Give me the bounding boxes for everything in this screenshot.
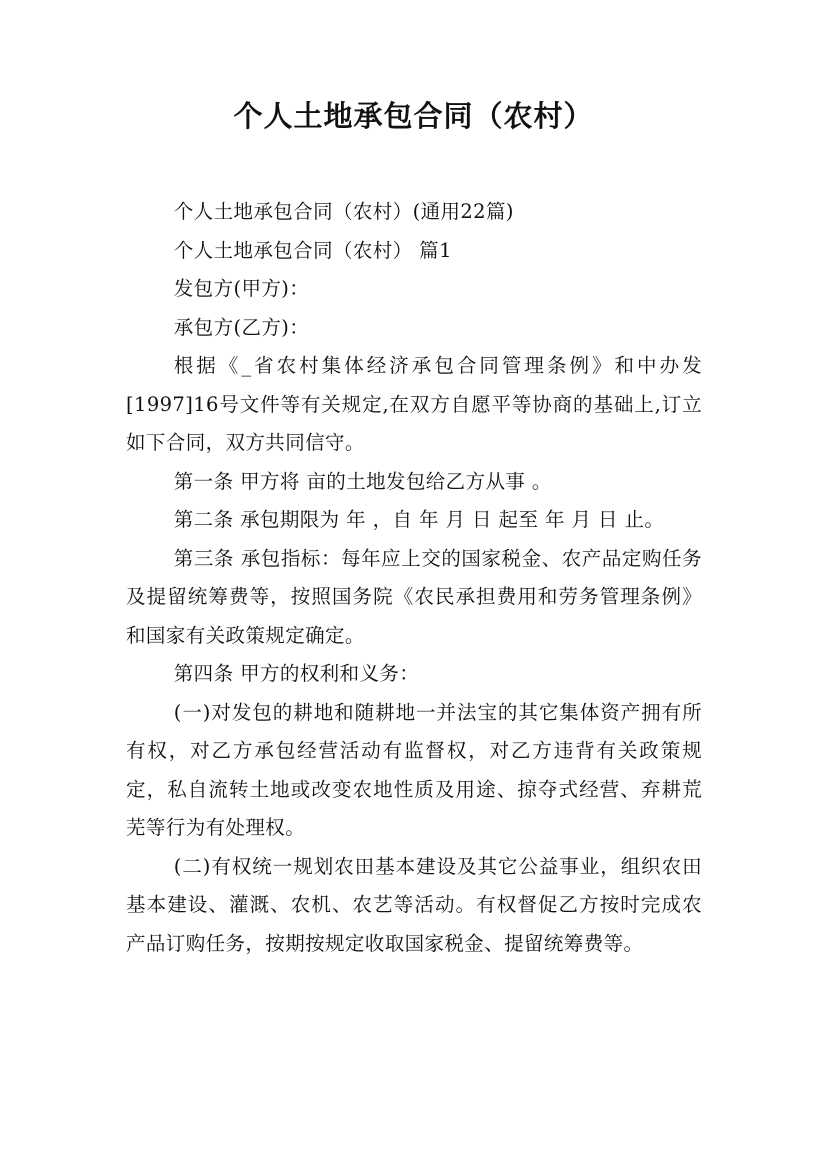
document-title: 个人土地承包合同（农村） (233, 99, 594, 133)
document-body (126, 193, 702, 963)
paragraph-article-4: 第四条 甲方的权利和义务： (173, 662, 420, 685)
paragraph-party-a: 发包方(甲方)： (173, 277, 310, 300)
paragraph-article-3: 第三条 承包指标：每年应上交的国家税金、农产品定购任务及提留统筹费等，按照国务院《农民承担费用和劳务管理条例》和国家有关政策规定确定。 (126, 546, 702, 647)
paragraph-preamble: 根据《_省农村集体经济承包合同管理条例》和中办发[1997]16号文件等有关规定,在双方自愿平等协商的基础上,订立如下合同，双方共同信守。 (126, 354, 702, 454)
paragraph-subtitle: 个人土地承包合同（农村）(通用22篇) (173, 200, 514, 223)
paragraph-party-b: 承包方(乙方)： (173, 315, 310, 339)
paragraph-article-1: 第一条 甲方将 亩的土地发包给乙方从事 。 (173, 469, 552, 493)
paragraph-article-4-item-1: (一)对发包的耕地和随耕地一并法宝的其它集体资产拥有所有权，对乙方承包经营活动有监督权，对乙方违背有关政策规定，私自流转土地或改变农地性质及用途、掠夺式经营、弃耕荒芜等行为有处理权。 (126, 700, 702, 839)
paragraph-article-4-item-2: (二)有权统一规划农田基本建设及其它公益事业，组织农田基本建设、灌溉、农机、农艺等活动。有权督促乙方按时完成农产品订购任务，按期按规定收取国家税金、提留统筹费等。 (126, 854, 702, 955)
paragraph-section-heading: 个人土地承包合同（农村） 篇1 (173, 238, 452, 262)
paragraph-article-2: 第二条 承包期限为 年 ，自 年 月 日 起至 年 月 日 止。 (173, 508, 665, 531)
